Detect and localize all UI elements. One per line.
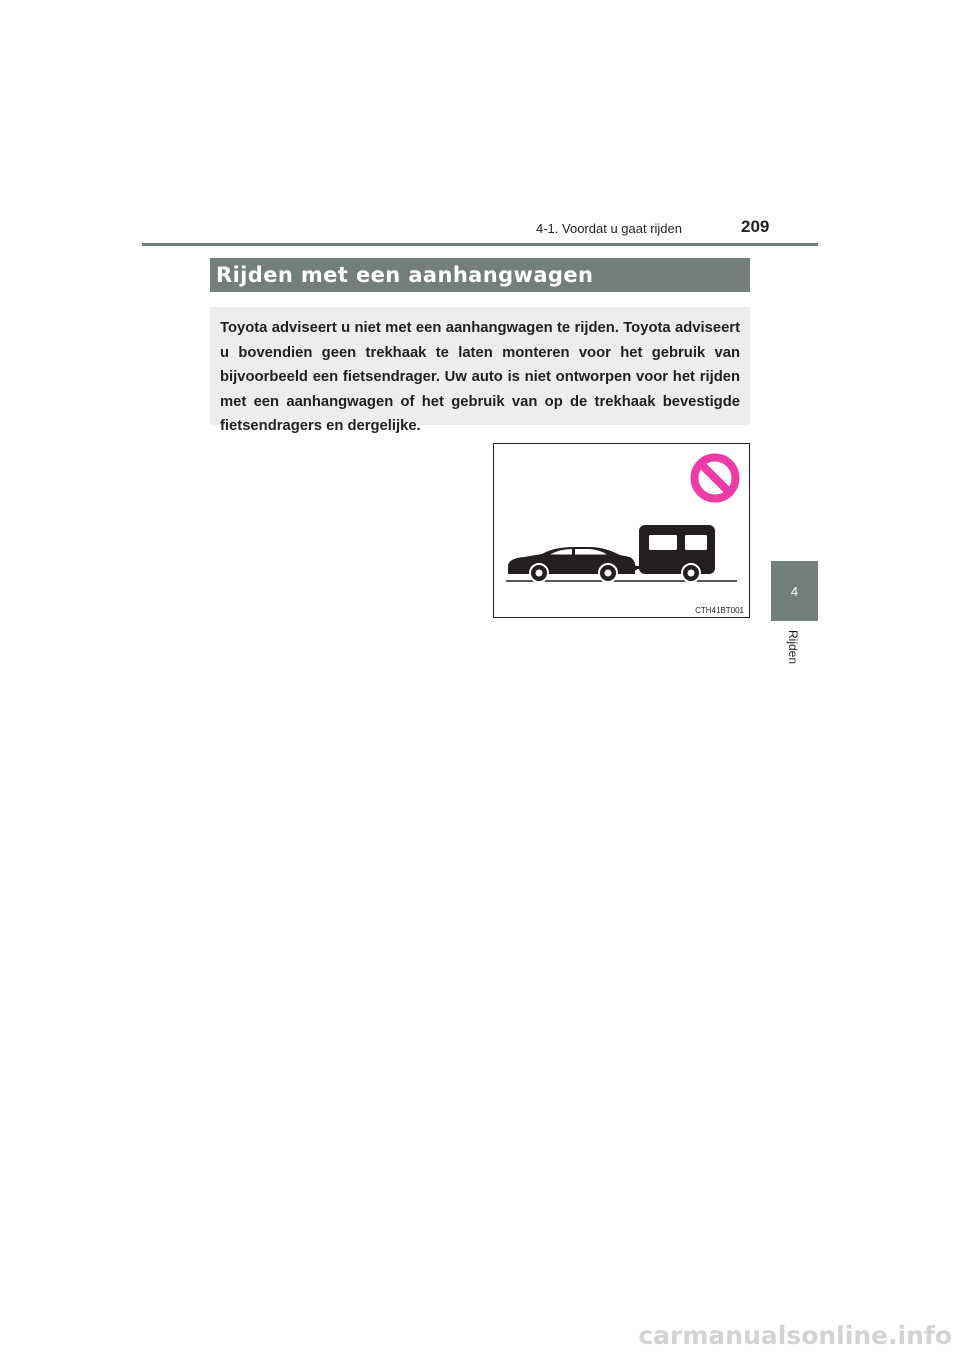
figure-code: CTH41BT001 [695, 606, 744, 615]
page-number: 209 [741, 217, 770, 236]
intro-box [210, 307, 750, 434]
watermark: carmanualsonline.info [638, 1321, 952, 1350]
section-title: Rijden met een aanhangwagen [216, 263, 594, 287]
chapter-tab [771, 561, 818, 621]
trailer-icon [639, 525, 715, 582]
car-icon [508, 547, 635, 582]
header-divider [142, 243, 818, 246]
chapter-number: 4 [790, 583, 799, 599]
intro-text: Toyota adviseert u niet met een aanhangwagen te rijden. Toyota adviseert u bovendien geen trekhaak te laten monteren voor het gebruik van bijvoorbeeld een fietsendrager. Uw auto is niet ontworpen voor het rijden met een aanhangwagen of het gebruik van op de trekhaak bevestigde fietsendragers en dergelijke. [220, 320, 740, 434]
section-title-bar [210, 258, 750, 292]
prohibition-icon [695, 458, 736, 499]
towing-illustration [494, 444, 749, 617]
illustration-figure [493, 443, 750, 618]
header-section-title: 4-1. Voordat u gaat rijden [536, 221, 682, 236]
chapter-label: Rijden [786, 630, 800, 665]
